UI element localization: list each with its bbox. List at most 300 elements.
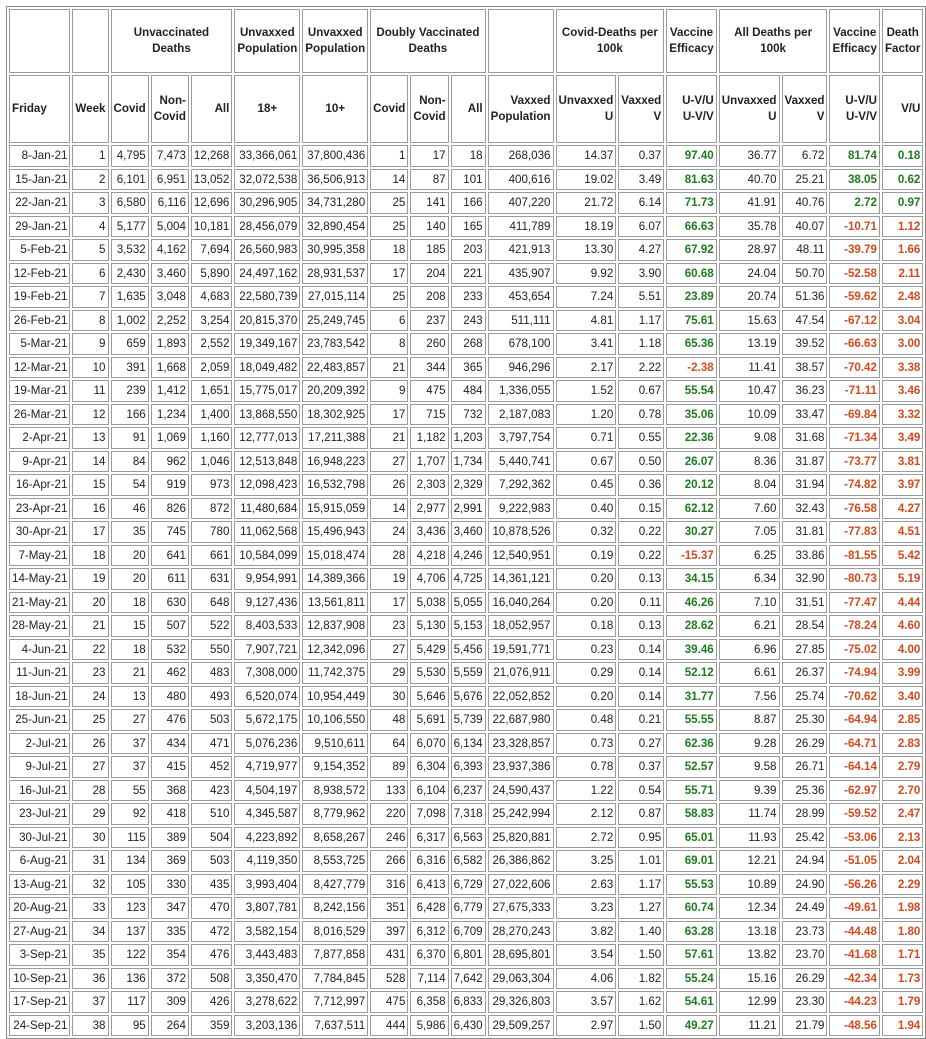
cell-all-unvaxxed: 11.93 xyxy=(719,827,780,849)
table-row xyxy=(9,991,923,1013)
cell-vax-covid: 133 xyxy=(370,780,408,802)
cell-week: 10 xyxy=(72,357,108,379)
col-header-friday: Friday xyxy=(9,75,70,143)
cell-all-unvaxxed: 9.39 xyxy=(719,780,780,802)
cell-efficacy-all: -74.82 xyxy=(829,474,879,496)
cell-death-factor: 2.79 xyxy=(882,756,923,778)
cell-efficacy-all: -10.71 xyxy=(829,216,879,238)
table-row xyxy=(9,897,923,919)
cell-week: 33 xyxy=(72,897,108,919)
cell-unvax-all: 872 xyxy=(191,498,232,520)
cell-unvax-noncovid: 434 xyxy=(151,733,189,755)
cell-all-unvaxxed: 8.04 xyxy=(719,474,780,496)
cell-week: 36 xyxy=(72,968,108,990)
table-row xyxy=(9,639,923,661)
cell-unvax-noncovid: 6,951 xyxy=(151,169,189,191)
table-row xyxy=(9,1015,923,1037)
cell-efficacy-all: -71.11 xyxy=(829,380,879,402)
cell-death-factor: 4.60 xyxy=(882,615,923,637)
cell-death-factor: 0.97 xyxy=(882,192,923,214)
cell-pop-18: 15,775,017 xyxy=(234,380,300,402)
cell-vaxxed-population: 453,654 xyxy=(488,286,554,308)
cell-vaxxed-population: 18,052,957 xyxy=(488,615,554,637)
cell-week: 32 xyxy=(72,874,108,896)
cell-covid-unvaxxed: 0.71 xyxy=(556,427,617,449)
cell-all-vaxxed: 26.29 xyxy=(782,733,828,755)
cell-death-factor: 3.46 xyxy=(882,380,923,402)
cell-efficacy-covid: 81.63 xyxy=(666,169,716,191)
cell-covid-vaxxed: 0.87 xyxy=(618,803,664,825)
cell-pop-10: 16,948,223 xyxy=(302,451,368,473)
table-row xyxy=(9,850,923,872)
table-row xyxy=(9,709,923,731)
cell-vax-noncovid: 1,707 xyxy=(410,451,448,473)
cell-all-vaxxed: 23.30 xyxy=(782,991,828,1013)
header-vaccine-efficacy-all: Vaccine Efficacy xyxy=(829,9,879,73)
cell-unvax-covid: 122 xyxy=(111,944,149,966)
cell-vaxxed-population: 946,296 xyxy=(488,357,554,379)
cell-pop-18: 19,349,167 xyxy=(234,333,300,355)
cell-covid-unvaxxed: 1.20 xyxy=(556,404,617,426)
cell-friday: 23-Apr-21 xyxy=(9,498,70,520)
cell-friday: 5-Feb-21 xyxy=(9,239,70,261)
cell-vax-noncovid: 260 xyxy=(410,333,448,355)
cell-vax-all: 18 xyxy=(451,145,486,167)
cell-unvax-all: 476 xyxy=(191,944,232,966)
cell-all-vaxxed: 26.37 xyxy=(782,662,828,684)
cell-vax-all: 6,393 xyxy=(451,756,486,778)
cell-friday: 30-Jul-21 xyxy=(9,827,70,849)
cell-vaxxed-population: 26,386,862 xyxy=(488,850,554,872)
header-week-blank xyxy=(72,9,108,73)
cell-vax-all: 7,642 xyxy=(451,968,486,990)
cell-vax-all: 2,329 xyxy=(451,474,486,496)
cell-week: 18 xyxy=(72,545,108,567)
cell-friday: 16-Apr-21 xyxy=(9,474,70,496)
cell-pop-18: 22,580,739 xyxy=(234,286,300,308)
cell-vax-noncovid: 17 xyxy=(410,145,448,167)
cell-all-vaxxed: 38.57 xyxy=(782,357,828,379)
cell-week: 37 xyxy=(72,991,108,1013)
cell-pop-10: 12,837,908 xyxy=(302,615,368,637)
cell-death-factor: 3.97 xyxy=(882,474,923,496)
cell-vaxxed-population: 23,937,386 xyxy=(488,756,554,778)
cell-all-unvaxxed: 8.36 xyxy=(719,451,780,473)
cell-unvax-noncovid: 7,473 xyxy=(151,145,189,167)
cell-vax-covid: 17 xyxy=(370,404,408,426)
cell-unvax-covid: 166 xyxy=(111,404,149,426)
cell-vax-noncovid: 5,038 xyxy=(410,592,448,614)
table-row xyxy=(9,968,923,990)
cell-unvax-all: 423 xyxy=(191,780,232,802)
cell-all-unvaxxed: 13.19 xyxy=(719,333,780,355)
cell-vaxxed-population: 28,695,801 xyxy=(488,944,554,966)
cell-all-unvaxxed: 7.05 xyxy=(719,521,780,543)
cell-pop-18: 10,584,099 xyxy=(234,545,300,567)
cell-vax-all: 365 xyxy=(451,357,486,379)
cell-unvax-covid: 54 xyxy=(111,474,149,496)
cell-all-unvaxxed: 20.74 xyxy=(719,286,780,308)
cell-friday: 12-Feb-21 xyxy=(9,263,70,285)
cell-pop-18: 9,127,436 xyxy=(234,592,300,614)
cell-covid-vaxxed: 0.36 xyxy=(618,474,664,496)
cell-efficacy-covid: 60.74 xyxy=(666,897,716,919)
cell-vax-all: 5,739 xyxy=(451,709,486,731)
cell-unvax-all: 1,160 xyxy=(191,427,232,449)
cell-unvax-covid: 117 xyxy=(111,991,149,1013)
col-header-vax-noncovid: Non-Covid xyxy=(410,75,448,143)
cell-covid-vaxxed: 2.22 xyxy=(618,357,664,379)
cell-week: 7 xyxy=(72,286,108,308)
cell-unvax-covid: 1,002 xyxy=(111,310,149,332)
cell-covid-unvaxxed: 1.22 xyxy=(556,780,617,802)
cell-efficacy-covid: 46.26 xyxy=(666,592,716,614)
table-row xyxy=(9,944,923,966)
cell-vax-covid: 27 xyxy=(370,451,408,473)
cell-vax-noncovid: 6,370 xyxy=(410,944,448,966)
cell-all-unvaxxed: 8.87 xyxy=(719,709,780,731)
cell-unvax-covid: 20 xyxy=(111,545,149,567)
cell-vax-all: 165 xyxy=(451,216,486,238)
cell-unvax-noncovid: 347 xyxy=(151,897,189,919)
cell-efficacy-all: -80.73 xyxy=(829,568,879,590)
table-row xyxy=(9,686,923,708)
cell-unvax-all: 3,254 xyxy=(191,310,232,332)
cell-covid-vaxxed: 3.90 xyxy=(618,263,664,285)
cell-vax-covid: 528 xyxy=(370,968,408,990)
cell-covid-vaxxed: 6.07 xyxy=(618,216,664,238)
cell-covid-vaxxed: 1.27 xyxy=(618,897,664,919)
cell-friday: 13-Aug-21 xyxy=(9,874,70,896)
cell-covid-unvaxxed: 13.30 xyxy=(556,239,617,261)
vaccine-deaths-table xyxy=(6,6,926,1039)
cell-vax-covid: 25 xyxy=(370,286,408,308)
cell-vaxxed-population: 29,326,803 xyxy=(488,991,554,1013)
cell-vaxxed-population: 27,675,333 xyxy=(488,897,554,919)
cell-efficacy-covid: 34.15 xyxy=(666,568,716,590)
cell-efficacy-covid: 63.28 xyxy=(666,921,716,943)
table-row xyxy=(9,474,923,496)
cell-efficacy-covid: 65.36 xyxy=(666,333,716,355)
cell-vax-all: 101 xyxy=(451,169,486,191)
cell-unvax-covid: 46 xyxy=(111,498,149,520)
cell-unvax-noncovid: 962 xyxy=(151,451,189,473)
cell-covid-unvaxxed: 0.20 xyxy=(556,686,617,708)
cell-covid-unvaxxed: 3.57 xyxy=(556,991,617,1013)
cell-pop-10: 8,553,725 xyxy=(302,850,368,872)
cell-vax-all: 6,237 xyxy=(451,780,486,802)
table-row xyxy=(9,427,923,449)
cell-unvax-covid: 391 xyxy=(111,357,149,379)
cell-death-factor: 4.51 xyxy=(882,521,923,543)
cell-all-unvaxxed: 15.16 xyxy=(719,968,780,990)
cell-all-vaxxed: 51.36 xyxy=(782,286,828,308)
cell-unvax-noncovid: 372 xyxy=(151,968,189,990)
table-row xyxy=(9,568,923,590)
cell-vax-noncovid: 2,977 xyxy=(410,498,448,520)
cell-unvax-covid: 1,635 xyxy=(111,286,149,308)
cell-efficacy-all: -44.48 xyxy=(829,921,879,943)
cell-vax-noncovid: 5,429 xyxy=(410,639,448,661)
table-row xyxy=(9,827,923,849)
cell-vax-all: 2,991 xyxy=(451,498,486,520)
cell-efficacy-covid: 54.61 xyxy=(666,991,716,1013)
cell-death-factor: 0.62 xyxy=(882,169,923,191)
cell-friday: 8-Jan-21 xyxy=(9,145,70,167)
cell-friday: 14-May-21 xyxy=(9,568,70,590)
cell-all-vaxxed: 31.68 xyxy=(782,427,828,449)
cell-unvax-noncovid: 369 xyxy=(151,850,189,872)
cell-all-vaxxed: 23.73 xyxy=(782,921,828,943)
cell-vaxxed-population: 421,913 xyxy=(488,239,554,261)
cell-vax-covid: 26 xyxy=(370,474,408,496)
cell-unvax-covid: 136 xyxy=(111,968,149,990)
cell-week: 30 xyxy=(72,827,108,849)
cell-all-unvaxxed: 35.78 xyxy=(719,216,780,238)
cell-covid-unvaxxed: 4.81 xyxy=(556,310,617,332)
cell-death-factor: 3.38 xyxy=(882,357,923,379)
cell-friday: 5-Mar-21 xyxy=(9,333,70,355)
cell-friday: 29-Jan-21 xyxy=(9,216,70,238)
cell-vax-all: 243 xyxy=(451,310,486,332)
cell-efficacy-all: -51.05 xyxy=(829,850,879,872)
cell-efficacy-all: -59.52 xyxy=(829,803,879,825)
cell-covid-unvaxxed: 0.45 xyxy=(556,474,617,496)
cell-vaxxed-population: 407,220 xyxy=(488,192,554,214)
cell-unvax-all: 359 xyxy=(191,1015,232,1037)
cell-vaxxed-population: 22,687,980 xyxy=(488,709,554,731)
cell-unvax-all: 7,694 xyxy=(191,239,232,261)
cell-efficacy-covid: 75.61 xyxy=(666,310,716,332)
cell-vax-covid: 266 xyxy=(370,850,408,872)
cell-death-factor: 5.42 xyxy=(882,545,923,567)
cell-vax-covid: 19 xyxy=(370,568,408,590)
cell-unvax-noncovid: 335 xyxy=(151,921,189,943)
cell-unvax-noncovid: 3,048 xyxy=(151,286,189,308)
cell-vax-covid: 17 xyxy=(370,263,408,285)
cell-covid-vaxxed: 1.62 xyxy=(618,991,664,1013)
col-header-vax-covid: Covid xyxy=(370,75,408,143)
cell-all-vaxxed: 39.52 xyxy=(782,333,828,355)
table-row xyxy=(9,286,923,308)
cell-efficacy-all: -77.83 xyxy=(829,521,879,543)
cell-all-vaxxed: 33.86 xyxy=(782,545,828,567)
cell-unvax-covid: 13 xyxy=(111,686,149,708)
cell-all-vaxxed: 31.94 xyxy=(782,474,828,496)
cell-vax-covid: 18 xyxy=(370,239,408,261)
cell-vaxxed-population: 21,076,911 xyxy=(488,662,554,684)
cell-vax-covid: 29 xyxy=(370,662,408,684)
cell-covid-vaxxed: 0.37 xyxy=(618,145,664,167)
cell-all-unvaxxed: 6.25 xyxy=(719,545,780,567)
cell-covid-unvaxxed: 0.23 xyxy=(556,639,617,661)
cell-friday: 11-Jun-21 xyxy=(9,662,70,684)
cell-unvax-all: 504 xyxy=(191,827,232,849)
cell-unvax-covid: 21 xyxy=(111,662,149,684)
cell-friday: 15-Jan-21 xyxy=(9,169,70,191)
cell-unvax-covid: 27 xyxy=(111,709,149,731)
cell-friday: 9-Jul-21 xyxy=(9,756,70,778)
cell-all-unvaxxed: 15.63 xyxy=(719,310,780,332)
cell-vax-covid: 6 xyxy=(370,310,408,332)
cell-pop-10: 8,016,529 xyxy=(302,921,368,943)
cell-unvax-noncovid: 1,234 xyxy=(151,404,189,426)
cell-vax-noncovid: 5,130 xyxy=(410,615,448,637)
cell-covid-vaxxed: 0.15 xyxy=(618,498,664,520)
header-unvaxxed-population-10: Unvaxxed Population xyxy=(302,9,368,73)
cell-unvax-all: 648 xyxy=(191,592,232,614)
cell-covid-vaxxed: 0.78 xyxy=(618,404,664,426)
table-row xyxy=(9,310,923,332)
cell-vaxxed-population: 29,063,304 xyxy=(488,968,554,990)
cell-week: 19 xyxy=(72,568,108,590)
cell-death-factor: 0.18 xyxy=(882,145,923,167)
cell-efficacy-covid: 52.57 xyxy=(666,756,716,778)
cell-pop-18: 4,119,350 xyxy=(234,850,300,872)
cell-death-factor: 2.83 xyxy=(882,733,923,755)
cell-unvax-covid: 18 xyxy=(111,592,149,614)
cell-vax-noncovid: 204 xyxy=(410,263,448,285)
cell-pop-10: 8,938,572 xyxy=(302,780,368,802)
cell-vax-covid: 48 xyxy=(370,709,408,731)
cell-covid-unvaxxed: 3.54 xyxy=(556,944,617,966)
cell-death-factor: 1.12 xyxy=(882,216,923,238)
cell-unvax-covid: 6,101 xyxy=(111,169,149,191)
cell-vax-covid: 24 xyxy=(370,521,408,543)
cell-unvax-covid: 84 xyxy=(111,451,149,473)
header-doubly-vaccinated-deaths: Doubly Vaccinated Deaths xyxy=(370,9,485,73)
cell-vax-all: 1,734 xyxy=(451,451,486,473)
cell-efficacy-covid: 65.01 xyxy=(666,827,716,849)
cell-unvax-covid: 35 xyxy=(111,521,149,543)
cell-week: 28 xyxy=(72,780,108,802)
cell-pop-18: 3,993,404 xyxy=(234,874,300,896)
cell-week: 29 xyxy=(72,803,108,825)
cell-efficacy-all: -53.06 xyxy=(829,827,879,849)
cell-covid-unvaxxed: 21.72 xyxy=(556,192,617,214)
cell-unvax-covid: 37 xyxy=(111,756,149,778)
cell-efficacy-all: -52.58 xyxy=(829,263,879,285)
cell-covid-unvaxxed: 2.63 xyxy=(556,874,617,896)
cell-covid-unvaxxed: 7.24 xyxy=(556,286,617,308)
cell-death-factor: 1.94 xyxy=(882,1015,923,1037)
cell-pop-10: 17,211,388 xyxy=(302,427,368,449)
cell-friday: 20-Aug-21 xyxy=(9,897,70,919)
cell-death-factor: 3.81 xyxy=(882,451,923,473)
cell-vax-all: 6,709 xyxy=(451,921,486,943)
cell-covid-vaxxed: 4.27 xyxy=(618,239,664,261)
cell-vaxxed-population: 23,328,857 xyxy=(488,733,554,755)
cell-unvax-all: 4,683 xyxy=(191,286,232,308)
cell-covid-unvaxxed: 2.97 xyxy=(556,1015,617,1037)
cell-death-factor: 2.29 xyxy=(882,874,923,896)
cell-unvax-covid: 5,177 xyxy=(111,216,149,238)
cell-week: 35 xyxy=(72,944,108,966)
cell-vax-all: 5,456 xyxy=(451,639,486,661)
cell-pop-10: 13,561,811 xyxy=(302,592,368,614)
cell-friday: 4-Jun-21 xyxy=(9,639,70,661)
cell-unvax-all: 2,059 xyxy=(191,357,232,379)
cell-vaxxed-population: 22,052,852 xyxy=(488,686,554,708)
cell-all-vaxxed: 23.70 xyxy=(782,944,828,966)
cell-efficacy-covid: 30.27 xyxy=(666,521,716,543)
cell-unvax-noncovid: 476 xyxy=(151,709,189,731)
cell-vaxxed-population: 16,040,264 xyxy=(488,592,554,614)
cell-covid-unvaxxed: 1.52 xyxy=(556,380,617,402)
table-row xyxy=(9,733,923,755)
cell-covid-unvaxxed: 19.02 xyxy=(556,169,617,191)
cell-unvax-noncovid: 1,893 xyxy=(151,333,189,355)
table-row xyxy=(9,239,923,261)
cell-pop-10: 16,532,798 xyxy=(302,474,368,496)
cell-vaxxed-population: 2,187,083 xyxy=(488,404,554,426)
cell-covid-unvaxxed: 3.82 xyxy=(556,921,617,943)
cell-death-factor: 1.98 xyxy=(882,897,923,919)
cell-efficacy-all: -74.94 xyxy=(829,662,879,684)
cell-unvax-all: 508 xyxy=(191,968,232,990)
cell-unvax-covid: 37 xyxy=(111,733,149,755)
table-row xyxy=(9,545,923,567)
cell-death-factor: 4.00 xyxy=(882,639,923,661)
cell-unvax-all: 973 xyxy=(191,474,232,496)
cell-all-unvaxxed: 10.89 xyxy=(719,874,780,896)
cell-vax-covid: 246 xyxy=(370,827,408,849)
cell-vaxxed-population: 7,292,362 xyxy=(488,474,554,496)
cell-covid-vaxxed: 1.82 xyxy=(618,968,664,990)
cell-covid-unvaxxed: 0.19 xyxy=(556,545,617,567)
cell-pop-18: 18,049,482 xyxy=(234,357,300,379)
col-header-efficacy-all: U-V/U U-V/V xyxy=(829,75,879,143)
cell-vax-noncovid: 6,428 xyxy=(410,897,448,919)
cell-death-factor: 3.04 xyxy=(882,310,923,332)
cell-pop-18: 3,203,136 xyxy=(234,1015,300,1037)
col-header-week: Week xyxy=(72,75,108,143)
cell-pop-18: 7,308,000 xyxy=(234,662,300,684)
cell-unvax-all: 471 xyxy=(191,733,232,755)
cell-all-unvaxxed: 13.82 xyxy=(719,944,780,966)
cell-pop-10: 20,209,392 xyxy=(302,380,368,402)
cell-unvax-all: 1,400 xyxy=(191,404,232,426)
table-row xyxy=(9,615,923,637)
cell-covid-vaxxed: 0.13 xyxy=(618,615,664,637)
col-header-covid-unvaxxed: Unvaxxed U xyxy=(556,75,617,143)
cell-all-vaxxed: 25.74 xyxy=(782,686,828,708)
cell-pop-10: 22,483,857 xyxy=(302,357,368,379)
table-row xyxy=(9,380,923,402)
cell-efficacy-covid: 67.92 xyxy=(666,239,716,261)
cell-vax-covid: 431 xyxy=(370,944,408,966)
cell-pop-18: 12,098,423 xyxy=(234,474,300,496)
cell-covid-vaxxed: 0.22 xyxy=(618,521,664,543)
cell-unvax-covid: 6,580 xyxy=(111,192,149,214)
cell-unvax-noncovid: 630 xyxy=(151,592,189,614)
cell-all-unvaxxed: 9.28 xyxy=(719,733,780,755)
cell-friday: 26-Mar-21 xyxy=(9,404,70,426)
cell-efficacy-covid: 22.36 xyxy=(666,427,716,449)
cell-covid-unvaxxed: 0.73 xyxy=(556,733,617,755)
cell-unvax-covid: 2,430 xyxy=(111,263,149,285)
cell-unvax-all: 1,046 xyxy=(191,451,232,473)
cell-pop-18: 6,520,074 xyxy=(234,686,300,708)
cell-covid-vaxxed: 1.40 xyxy=(618,921,664,943)
cell-efficacy-covid: 20.12 xyxy=(666,474,716,496)
cell-vax-noncovid: 344 xyxy=(410,357,448,379)
cell-pop-10: 7,877,858 xyxy=(302,944,368,966)
cell-pop-18: 9,954,991 xyxy=(234,568,300,590)
cell-vax-all: 5,055 xyxy=(451,592,486,614)
cell-all-unvaxxed: 6.34 xyxy=(719,568,780,590)
cell-vax-noncovid: 4,706 xyxy=(410,568,448,590)
